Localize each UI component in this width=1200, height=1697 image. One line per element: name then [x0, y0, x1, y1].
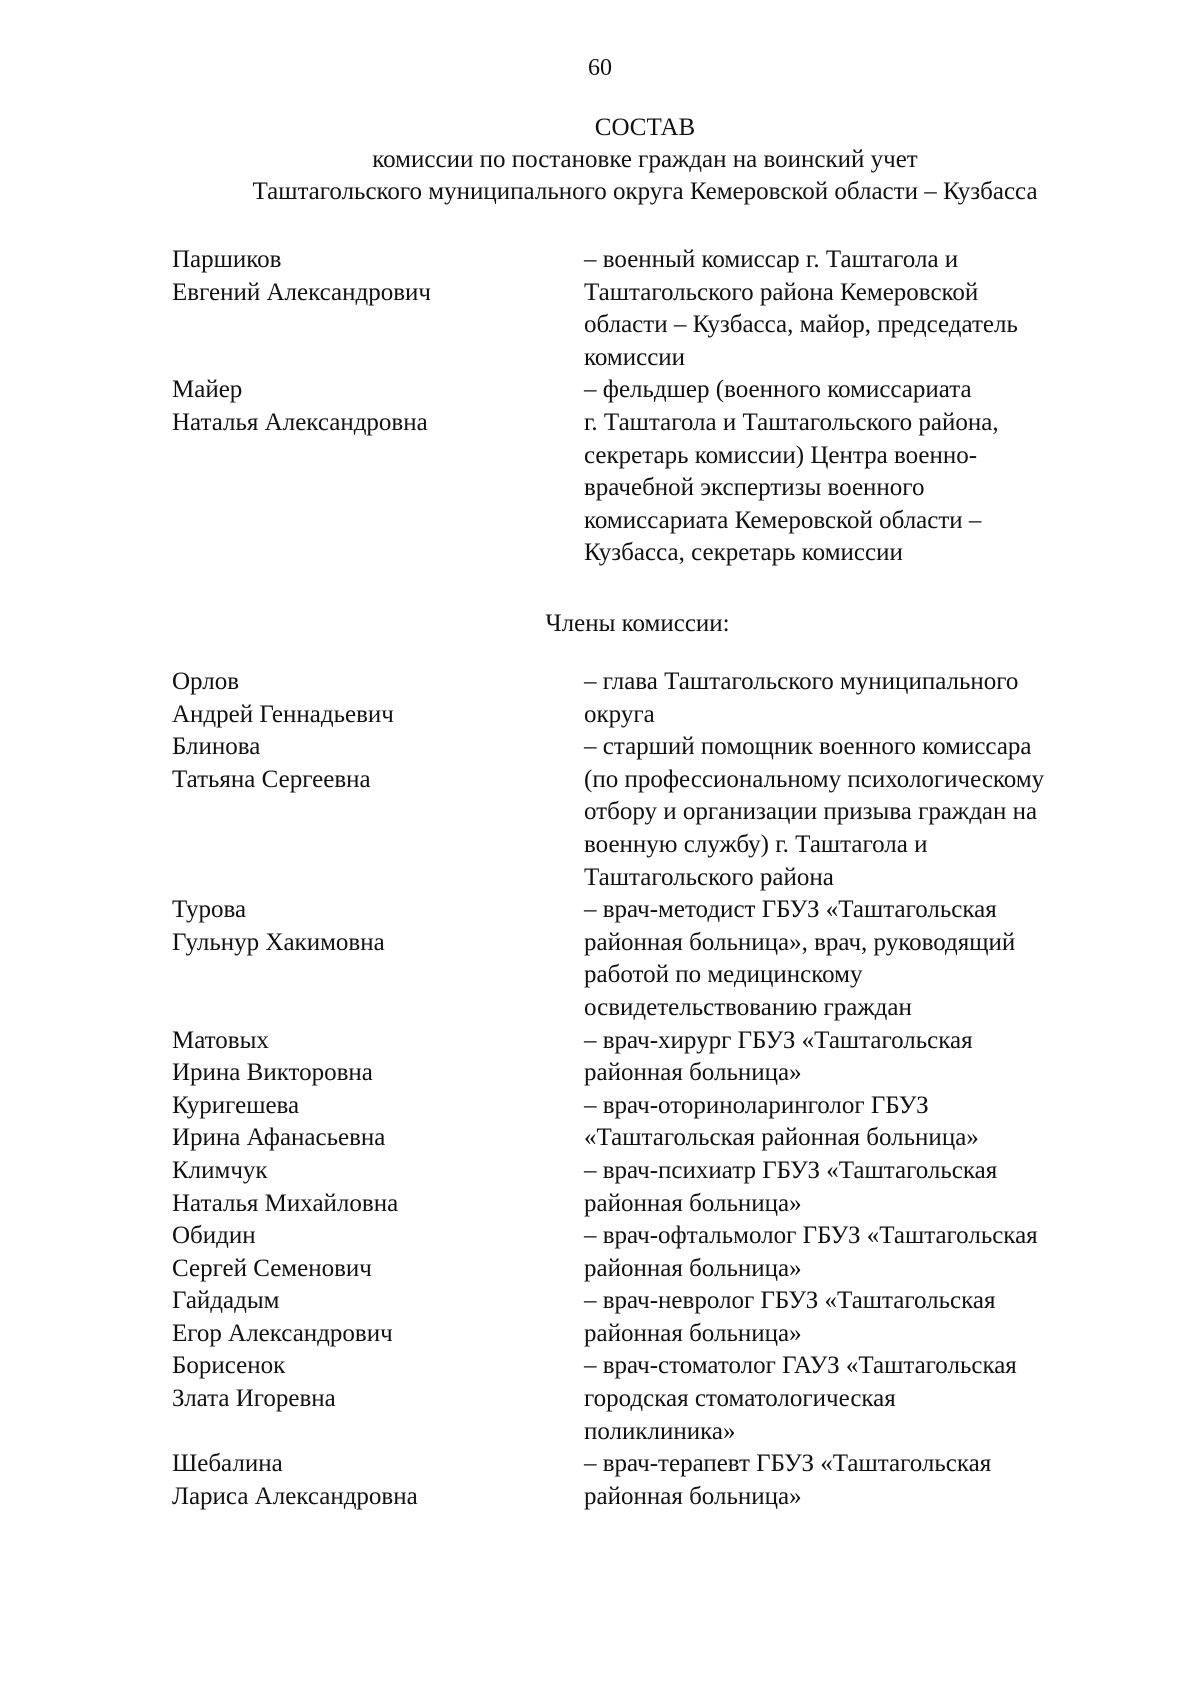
member-role: – врач-методист ГБУЗ «Таштагольская районная больница», врач, руководящий работой по медицинскому освидетельствованию граждан: [584, 896, 1016, 1021]
member-surname: Матовых: [172, 1026, 269, 1054]
member-given-name: Наталья Александровна: [172, 408, 428, 436]
member-surname: Шебалина: [172, 1450, 283, 1478]
member-role: – врач-хирург ГБУЗ «Таштагольская районная больница»: [584, 1026, 973, 1087]
member-name: [172, 1090, 584, 1155]
member-surname: Куригешева: [172, 1091, 300, 1119]
leader-entry: [172, 374, 1122, 570]
member-given-name: Егор Александрович: [172, 1319, 393, 1347]
member-surname: Майер: [172, 376, 243, 404]
member-surname: Климчук: [172, 1156, 268, 1184]
member-given-name: Наталья Михайловна: [172, 1189, 399, 1217]
member-given-name: Злата Игоревна: [172, 1385, 336, 1413]
member-entry: [172, 1448, 1122, 1513]
member-entry: [172, 1155, 1122, 1220]
page-number: 60: [588, 55, 612, 81]
member-entry: [172, 1220, 1122, 1285]
member-name: [172, 731, 584, 894]
member-role: – военный комиссар г. Таштагола и Таштагольского района Кемеровской области – Кузбасса, майор, председатель комиссии: [584, 246, 1018, 371]
member-entry: [172, 1285, 1122, 1350]
member-role: – врач-оториноларинголог ГБУЗ «Таштагольская районная больница»: [584, 1091, 979, 1152]
heading-line-2: комиссии по постановке граждан на воинский учет: [372, 146, 918, 173]
member-role: – старший помощник военного комиссара (по профессиональному психологическому отбору и организации призыва граждан на военную службу) г. Таштагола и Таштагольского района: [584, 733, 1045, 891]
member-entry: [172, 894, 1122, 1024]
member-name: [172, 666, 584, 731]
member-name: [172, 374, 584, 570]
member-entry: [172, 1025, 1122, 1090]
member-role: – глава Таштагольского муниципального округа: [584, 668, 1019, 728]
member-given-name: Андрей Геннадьевич: [172, 700, 394, 728]
member-role: – врач-стоматолог ГАУЗ «Таштагольская городская стоматологическая поликлиника»: [584, 1352, 1017, 1445]
member-name: [172, 244, 584, 374]
member-surname: Гайдадым: [172, 1287, 280, 1315]
member-surname: Турова: [172, 896, 247, 924]
member-surname: Блинова: [172, 733, 261, 761]
member-name: [172, 1220, 584, 1285]
member-entry: [172, 666, 1122, 731]
member-surname: Обидин: [172, 1222, 256, 1250]
member-given-name: Ирина Викторовна: [172, 1059, 373, 1087]
member-surname: Орлов: [172, 668, 240, 695]
member-given-name: Сергей Семенович: [172, 1254, 372, 1282]
member-entry: [172, 1090, 1122, 1155]
member-role: – врач-офтальмолог ГБУЗ «Таштагольская районная больница»: [584, 1222, 1038, 1282]
member-name: [172, 894, 584, 1024]
member-role: – врач-невролог ГБУЗ «Таштагольская районная больница»: [584, 1287, 996, 1347]
heading-title: СОСТАВ: [594, 114, 696, 141]
member-name: [172, 1350, 584, 1448]
members-section-title: Члены комиссии:: [545, 610, 730, 637]
member-surname: Паршиков: [172, 246, 282, 273]
members-list: [172, 666, 1122, 1513]
member-entry: [172, 1350, 1122, 1448]
member-given-name: Татьяна Сергеевна: [172, 765, 371, 793]
document-heading: [150, 112, 1140, 208]
heading-line-3: Таштагольского муниципального округа Кемеровской области – Кузбасса: [252, 178, 1038, 205]
member-given-name: Гульнур Хакимовна: [172, 928, 385, 956]
member-role: – фельдшер (военного комиссариата г. Таштагола и Таштагольского района, секретарь комиссии) Центра военно- врачебной экспертизы военного комиссариата Кемеровской области – Кузбасса, секретарь комиссии: [584, 376, 999, 567]
member-given-name: Лариса Александровна: [172, 1482, 418, 1510]
member-name: [172, 1448, 584, 1513]
member-name: [172, 1285, 584, 1350]
member-name: [172, 1155, 584, 1220]
leaders-list: [172, 244, 1122, 570]
member-name: [172, 1025, 584, 1090]
member-role: – врач-терапевт ГБУЗ «Таштагольская районная больница»: [584, 1450, 992, 1510]
leader-entry: [172, 244, 1122, 374]
member-given-name: Ирина Афанасьевна: [172, 1124, 386, 1152]
member-given-name: Евгений Александрович: [172, 278, 431, 306]
member-role: – врач-психиатр ГБУЗ «Таштагольская районная больница»: [584, 1156, 998, 1217]
member-entry: [172, 731, 1122, 894]
member-surname: Борисенок: [172, 1352, 286, 1380]
